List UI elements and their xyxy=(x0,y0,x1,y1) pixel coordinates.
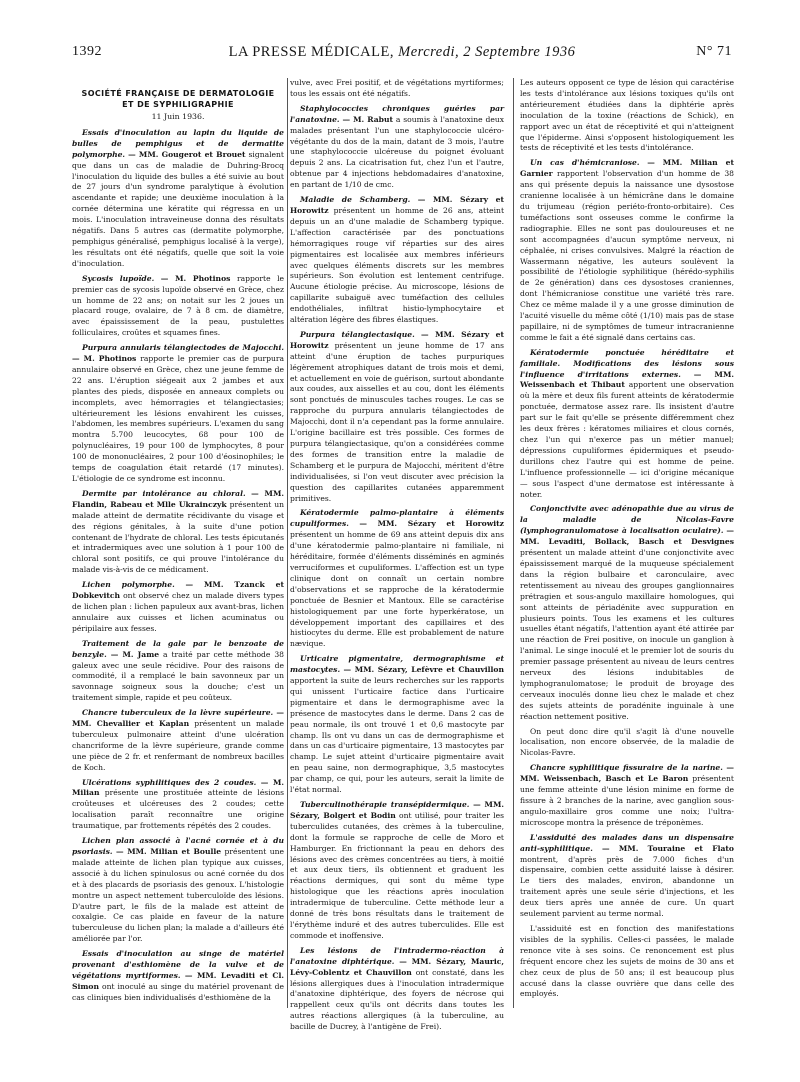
article-entry xyxy=(520,833,734,920)
article-authors: — M. Jame xyxy=(110,649,160,659)
article-title: Essais d'inoculation au lapin du liquide de bulles de pemphigus et de dermatite polymorphe. xyxy=(72,127,284,159)
article-text: présentent un homme de 26 ans, atteint depuis un an d'une maladie de Schamberg typique. L'affection caractérisée par des ponctuations hémorragiques rouge vif réparties sur des aires pigmentaires est localisée aux membres inférieurs avec quelques éléments discrets sur les membres supérieurs. Son évolution est lentement centrifuge. Aucune étiologie précise. Au microscope, lésions de capillarite subaiguë avec tuméfaction des cellules endothéliales, infiltrat histio-lymphocytaire et altération légère des fibres élastiques. xyxy=(290,205,504,325)
article-entry xyxy=(72,708,284,773)
article-text: Les auteurs opposent ce type de lésion qui caractérise les tests d'intolérance aux lésions toxiques qu'ils ont antérieurement étudiées dans la diphtérie après inoculation de la toxine (réactions de Schick), en rapport avec un état de réceptivité et qui n'atteignent que l'épiderme. Ainsi s'opposent histologiquement les tests de réceptivité et les tests d'intolérance. xyxy=(520,78,734,153)
column-1-articles xyxy=(72,128,284,1004)
article-text: ont observé chez un malade divers types de lichen plan : lichen papuleux aux avant-bras, lichen annulaire aux cuisses et lichen acuminatus ou péripilaire aux fesses. xyxy=(72,591,285,633)
article-authors: — MM. Levaditi et Cl. Simon xyxy=(72,970,284,991)
article-authors: — MM. Sézary, Lefèvre et Chauvillon xyxy=(343,665,504,675)
column-2 xyxy=(290,78,504,1037)
article-entry xyxy=(72,949,284,1004)
article-title: Urticaire pigmentaire, dermographisme et mastocytes. xyxy=(290,654,504,675)
article-authors: — M. Photinos xyxy=(160,273,231,283)
issue-number: N° 71 xyxy=(696,44,732,59)
article-title: L'assiduité des malades dans un dispensaire anti-syphilitique. xyxy=(520,832,734,853)
article-authors: — MM. Sézary, Bolgert et Bodin xyxy=(290,800,505,820)
article-entry xyxy=(520,158,734,343)
article-entry xyxy=(72,274,284,339)
article-title: Staphylococcies chroniques guéries par l'anatoxine. xyxy=(290,103,504,124)
article-title: Dermite par intolérance au chloral. xyxy=(82,488,246,498)
article-title: Essais d'inoculation au singe de matériel provenant d'esthiomène de la vulve et de végétations myrtiformes. xyxy=(72,949,284,980)
article-title: Chancre tuberculeux de la lèvre supérieure. xyxy=(82,708,274,718)
article-entry xyxy=(290,654,504,796)
article-authors: — MM. Milian et Boulle xyxy=(115,847,222,856)
article-text: apportent une observation où la mère et deux fils furent atteints de kératodermie ponctuée, dermatose assez rare. Ils insistent d'autre part sur le fait qu'elle se présente différemment chez les deux frères : kératomes miliaires et clous cornés, chez l'un qui n'exerce pas un métier manuel; dépressions cupuliformes épidermiques et pseudo-durillons chez l'autre qui est homme de peine. L'influence professionnelle — ici d'origine mécanique — sous l'aspect d'une dermatose est intéressante à noter. xyxy=(520,380,734,499)
article-text: vulve, avec Frei positif, et de végétations myrtiformes; tous les essais ont été négatifs. xyxy=(290,78,504,98)
article-text: présentent une femme atteinte d'une lésion minime en forme de fissure à 2 branches de la narine, avec ganglion sous-angulo-maxillaire gros comme une noix; l'ultra-microscope montra la présence de tréponèmes. xyxy=(520,774,734,827)
article-text: ont inoculé au singe du matériel provenant de cas cliniques bien individualisés d'esthiomène de la xyxy=(72,981,284,1002)
article-text: présentent un malade tuberculeux pulmonaire atteint d'une ulcération chancriforme de la lèvre supérieure, grande comme une pièce de 2 fr. et renfermant de nombreux bacilles de Koch. xyxy=(72,719,284,772)
article-title: Purpura annularis télangiectodes de Majocchi. xyxy=(82,343,284,353)
issue-date: Mercredi, 2 Septembre 1936 xyxy=(398,44,576,60)
section-title-line-2: ET DE SYPHILIGRAPHIE xyxy=(122,100,234,109)
column-3 xyxy=(520,78,734,1004)
article-entry xyxy=(72,489,284,576)
journal-name: LA PRESSE MÉDICALE, xyxy=(228,44,394,60)
article-text: a soumis à l'anatoxine deux malades présentant l'un une staphylococcie ulcéro-végétante du dos de la main, datant de 3 mois, l'autre une staphylococcie ulcéreuse du poignet évoluant depuis 2 ans. La cicatrisation fut, chez l'un et l'autre, obtenue par 4 injections hebdomadaires d'anatoxine, en partant de 1/10 de cmc. xyxy=(290,114,504,190)
article-title: Traitement de la gale par le benzoate de benzyle. xyxy=(72,638,284,659)
article-text: présentent un jeune homme de 17 ans atteint d'une éruption de taches purpuriques légèrement atrophiques datant de trois mois et demi, et actuellement en voie de guérison, surtout abondante aux coudes, aux aisselles et au cou, dont les éléments sont ponctués de minuscules taches rouges. Le cas se rapproche du purpura annularis télangiectodes de Majocchi, dont il n'a cependant pas la forme annulaire. L'origine bacillaire est très possible. Ces formes de purpura télangiectasique, qu'on a considérées comme des formes de transition entre la maladie de Schamberg et le purpura de Majocchi, méritent d'être individualisées, si l'on veut discuter avec précision la question des capillarites cutanées apparemment primitives. xyxy=(290,340,504,503)
article-paragraph xyxy=(520,924,734,1000)
article-entry xyxy=(72,343,284,485)
article-title: Kératodermie ponctuée héréditaire et familiale. Modifications des lésions sous l'influence d'irritations externes. xyxy=(520,347,734,379)
column-divider xyxy=(287,78,288,1008)
column-divider xyxy=(513,78,514,1008)
column-1 xyxy=(72,78,284,1008)
page-number: 1392 xyxy=(72,44,102,59)
article-authors: — M. Milian xyxy=(72,777,284,798)
article-authors: — MM. Sézary, Mauric, Lévy-Coblentz et Chauvillon xyxy=(290,956,505,977)
article-title: Un cas d'hémicraniose. xyxy=(530,158,640,168)
article-authors: — MM. Sézary et Horowitz xyxy=(290,329,504,350)
article-title: Ulcérations syphilitiques des 2 coudes. xyxy=(82,777,257,787)
article-text: présentent un malade atteint de dermatite récidivante du visage et des régions génitales, à la suite d'une potion contenant de l'hydrate de chloral. Les tests épicutanés et intradermiques avec une solution à 1 pour 100 de chloral sont positifs, ce qui prouve l'intolérance du malade vis-à-vis de ce médicament. xyxy=(72,499,284,575)
article-text: montrent, d'après près de 7.000 fiches d'un dispensaire, combien cette assiduité laisse à désirer. Le tiers des malades, environ, abandonne un traitement après une seule série d'injections, et les deux tiers après une année de cure. Un quart seulement parvient au terme normal. xyxy=(520,854,734,919)
article-text: présentent une malade atteinte de lichen plan typique aux cuisses, associé à du lichen spinulosus ou acné cornée du dos et à des placards de psoriasis des genoux. L'histologie montre un aspect nettement tuberculoïde des lésions. D'autre part, le fils de la malade est atteint de coxalgie. Ce cas plaide en faveur de la nature tuberculeuse du lichen plan; la malade a d'ailleurs été améliorée par l'or. xyxy=(72,847,285,944)
article-text: présentent un malade atteint d'une conjonctivite avec épaississement marqué de la muqueuse spécialement dans la région bulbaire et caronculaire, avec retentissement au niveau des groupes ganglionnaires prétragien et sous-angulo maxillaire homologues, qui sont atteints de périadénite avec suppuration en plusieurs points. Tous les examens et les cultures usuelles étant négatifs, l'attention ayant été attirée par une réaction de Frei positive, on inocule un ganglion à l'animal. Le singe inoculé et le premier lot de souris du premier passage présentent au niveau de leurs centres nerveux des lésions indubitables de lymphogranulomatose; le produit de broyage des cerveaux inoculés donne lieu chez le malade et chez des sujets atteints de poradénite inguinale à une réaction nettement positive. xyxy=(520,548,734,721)
article-entry xyxy=(290,195,504,326)
article-entry xyxy=(72,128,284,270)
article-paragraph xyxy=(520,78,734,154)
article-text: présentent un homme de 69 ans atteint depuis dix ans d'une kératodermie palmo-plantaire ni familiale, ni héréditaire, formée d'éléments disséminés en agminés verruciformes et cupuliformes. L'affection est un type clinique dont on connaît un certain nombre d'observations et se rapproche de la kératodermie ponctuée de Besnier et Mantoux. Elle se caractérise histologiquement par une forte hyperkératose, un développement important des capillaires et des histiocytes du derme. Elle est probablement de nature nævique. xyxy=(290,530,504,649)
article-title: Lichen plan associé à l'acné cornée et à du psoriasis. xyxy=(72,836,284,856)
article-title: Chancre syphilitique fissuraire de la narine. xyxy=(530,763,723,773)
article-entry xyxy=(72,580,284,635)
article-authors: — MM. Chevallier et Kaplan xyxy=(72,708,284,729)
article-authors: — M. Photinos xyxy=(72,354,137,364)
article-entry xyxy=(520,348,734,501)
article-text: rapporte le premier cas de sycosis lupoïde observé en Grèce, chez un homme de 22 ans; on notait sur les 2 joues un placard rouge, ovalaire, de 7 à 8 cm. de diamètre, avec épaississement de la peau, pustulettes folliculaires, croûtes et squames fines. xyxy=(72,273,284,338)
article-authors: — MM. Sézary et Horowitz xyxy=(359,519,504,529)
article-text: ont constaté, dans les lésions allergiques dues à l'inoculation intradermique d'anatoxine diphtérique, des foyers de nécrose qui rappellent ceux qu'ils ont décrits dans toutes les autres réactions allergiques (à la tuberculine, au bacille de Ducrey, à l'antigène de Frei). xyxy=(290,967,504,1032)
article-authors: — MM. Touraine et Flato xyxy=(601,843,734,853)
article-authors: — M. Rabut xyxy=(342,114,394,124)
article-authors: — MM. Tzanck et Dobkevitch xyxy=(72,580,284,601)
column-2-articles xyxy=(290,78,504,1033)
article-entry xyxy=(72,639,284,704)
article-authors: — MM. Milian et Garnier xyxy=(520,158,734,179)
article-paragraph xyxy=(290,78,504,100)
article-text: rapporte le premier cas de purpura annulaire observé en Grèce, chez une jeune femme de 22 ans. L'éruption siégeait aux 2 jambes et aux plantes des pieds, disposée en anneaux complets ou incomplets, avec hémorragies et télangiectasies; ultérieurement les lésions envahirent les cuisses, l'abdomen, les membres supérieurs. L'examen du sang montra 5.700 leucocytes, 68 pour 100 de polynucléaires, 19 pour 100 de lymphocytes, 8 pour 100 de mononucléaires, 2 pour 100 d'éosinophiles; le temps de coagulation était retardé (17 minutes). L'étiologie de ce syndrome est inconnu. xyxy=(72,354,284,483)
journal-title-line xyxy=(72,44,732,61)
article-entry xyxy=(290,946,504,1033)
article-text: apportent la suite de leurs recherches sur les rapports qui unissent l'urticaire factice dans l'urticaire pigmentaire et dans le dermographisme avec la présence de mastocytes dans le derme. Dans 2 cas de peau normale, ils ont trouvé 1 et 0,6 mastocyte par champ. Ils ont vu dans un cas de dermographisme et dans un cas d'urticaire pigmentaire, 13 mastocytes par champ. Le sujet atteint d'urticaire pigmentaire avait en peau saine, non dermographique, 3,5 mastocytes par champ, ce qui, pour les auteurs, serait la limite de l'état normal. xyxy=(290,676,504,795)
section-heading xyxy=(72,88,284,110)
article-authors: — MM. Gougerot et Brouet xyxy=(128,149,246,159)
article-entry xyxy=(520,504,734,722)
article-title: Tuberculinothérapie transépidermique. xyxy=(300,800,470,809)
article-title: Purpura télangiectasique. xyxy=(300,329,415,339)
article-text: ont utilisé, pour traiter les tuberculides cutanées, des crèmes à la tuberculine, dont la formule se rapproche de celle de Moro et Hamburger. En frictionnant la peau en dehors des lésions avec des crèmes concentrées au tiers, à moitié et aux deux tiers, ils obtiennent et graduent les réactions dermiques, qui sont du même type histologique que les réactions après inoculation intradermique de tuberculine. Cette méthode leur a donné de très bons résultats dans le traitement de l'érythème induré et des autres tuberculides. Elle est commode et inoffensive. xyxy=(290,810,504,940)
article-authors: — MM. Sézary et Horowitz xyxy=(290,195,504,215)
article-title: Kératodermie palmo-plantaire à éléments cupuliformes. xyxy=(290,508,504,529)
article-authors: — MM. Weissenbach, Basch et Le Baron xyxy=(520,763,734,784)
article-entry xyxy=(72,778,284,833)
article-text: présente une prostituée atteinte de lésions croûteuses et ulcéreuses des 2 coudes; cette localisation paraît reconnaître une origine traumatique, par frottements répétés des 2 coudes. xyxy=(72,788,284,831)
article-title: Conjonctivite avec adénopathie due au virus de la maladie de Nicolas-Favre (lymphogranulomatose à localisation oculaire). xyxy=(520,504,734,536)
article-title: Les lésions de l'intradermo-réaction à l'anatoxine diphtérique. xyxy=(290,945,504,966)
article-title: Maladie de Schamberg. xyxy=(300,195,411,205)
section-date: 11 Juin 1936. xyxy=(151,112,205,121)
article-paragraph xyxy=(520,727,734,760)
article-text: rapportent l'observation d'un homme de 38 ans qui présente depuis la naissance une dysostose cranienne localisée à un hémicrâne dans le domaine du trijumeau (région periéto-fronto-orbitaire). Ces tuméfactions sont osseuses comme le confirme la radiographie. Elles ne sont pas douloureuses et ne sont accompagnées d'aucun symptôme nerveux, ni céphalée, ni crises convulsives. Malgré la réaction de Wassermann négative, les auteurs soulèvent la possibilité de l'étiologie syphilitique (hérédo-syphilis de 2e génération) dans ces dysostoses craniennes, dont l'hémicraniose constitue une variété très rare. Chez ce même malade il y a une grosse diminution de l'acuité visuelle du même côté (1/10) mais pas de stase papillaire, ni de symptômes de tumeur intracranienne comme le fait a été signalé dans certains cas. xyxy=(520,169,734,342)
article-title: Lichen polymorphe. xyxy=(82,580,175,590)
article-authors: — MM. Flandin, Rabeau et Mlle Ukrainczyk xyxy=(72,488,285,509)
article-entry xyxy=(290,508,504,650)
article-authors: — MM. Levaditi, Bollack, Basch et Desvignes xyxy=(520,526,735,547)
article-entry xyxy=(290,800,504,942)
column-3-articles xyxy=(520,78,734,1000)
article-entry xyxy=(72,836,284,945)
article-entry xyxy=(290,330,504,505)
article-text: On peut donc dire qu'il s'agit là d'une nouvelle localisation, non encore observée, de la maladie de Nicolas-Favre. xyxy=(520,726,734,758)
running-header xyxy=(72,44,732,66)
article-text: signalent que dans un cas de maladie de Duhring-Brocq l'inoculation du liquide des bulles a été suivie au bout de 27 jours d'un syndrome paralytique à évolution ascendante et rapide; une deuxième inoculation à la cornée détermina une kératite qui régressa en un mois. L'inoculation intraveineuse donna des résultats négatifs. Dans 5 autres cas (dermatite polymorphe, pemphigus généralisé, pemphigus localisé à la verge), les résultats ont été négatifs, quelle que soit la voie d'inoculation. xyxy=(72,149,284,268)
article-entry xyxy=(290,104,504,191)
section-title-line-1: SOCIÉTÉ FRANÇAISE DE DERMATOLOGIE xyxy=(81,89,275,98)
article-text: a traité par cette méthode 38 galeux avec une seule récidive. Pour des raisons de commodité, il a remplacé le bain savonneux par un savonnage soigneux sous la douche; c'est un traitement simple, rapide et peu coûteux. xyxy=(72,649,285,703)
article-entry xyxy=(520,763,734,828)
article-authors: — MM. Weissenbach et Thibaut xyxy=(520,369,734,390)
article-title: Sycosis lupoïde. xyxy=(82,273,155,283)
article-text: L'assiduité est en fonction des manifestations visibles de la syphilis. Celles-ci passées, le malade renonce vite à ses soins. Ce renoncement est plus fréquent encore chez les sujets de moins de 30 ans et chez ceux de plus de 50 ans; il est beaucoup plus accusé dans la classe ouvrière que dans celle des employés. xyxy=(520,923,734,999)
